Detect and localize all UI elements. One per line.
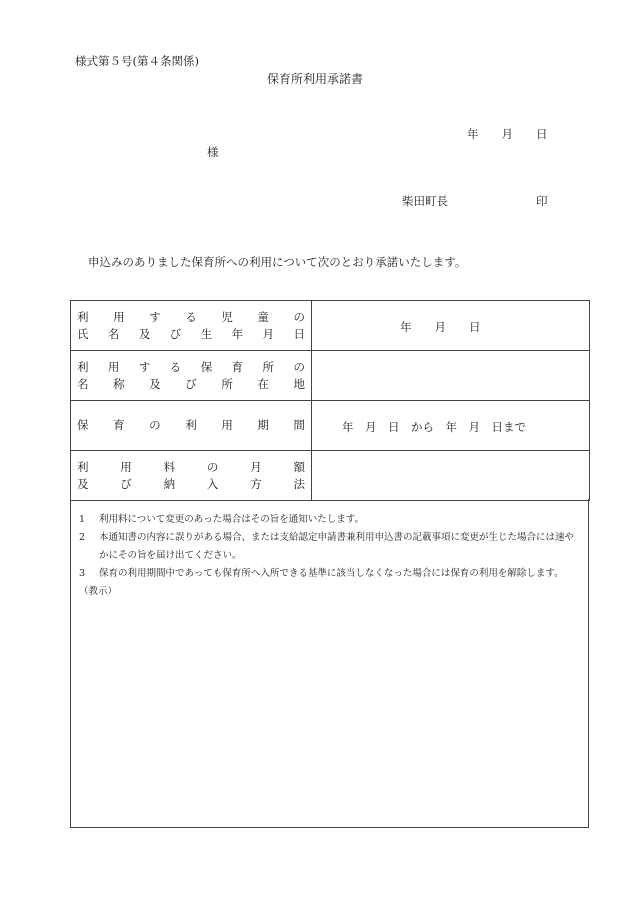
label-char: 及 <box>149 376 161 391</box>
label-line-2 <box>77 326 305 343</box>
label-char: 額 <box>293 459 305 474</box>
label-char: す <box>149 309 161 324</box>
label-char: る <box>169 359 182 374</box>
note-number: 1 <box>79 514 86 525</box>
label-char: 所 <box>262 359 275 374</box>
label-char: 納 <box>163 476 176 491</box>
label-char: 用 <box>221 418 233 432</box>
label-char: 生 <box>200 326 213 341</box>
issuer-name: 柴田町長 <box>402 194 448 208</box>
label-char: 用 <box>113 309 125 324</box>
label-facility-name-address <box>71 351 312 401</box>
label-char: 及 <box>77 476 89 491</box>
value-fee[interactable] <box>312 451 590 501</box>
label-fee-payment <box>71 451 312 501</box>
label-line-2 <box>77 376 305 393</box>
label-char: 利 <box>77 359 89 374</box>
label-char: 地 <box>293 376 305 391</box>
kyouji-label: （教示） <box>79 586 118 597</box>
period-value: 年 月 日 から 年 月 日まで <box>342 420 526 434</box>
label-char: 称 <box>113 376 125 391</box>
label-char: 名 <box>107 326 120 341</box>
value-period[interactable] <box>312 401 590 451</box>
table-row <box>71 401 590 451</box>
note-text: 保育の利用期間中であっても保育所へ入所できる基準に該当しなくなった場合には保育の利用を解除します。 <box>99 568 564 579</box>
label-char: す <box>138 359 151 374</box>
label-char: 所 <box>221 376 233 391</box>
note-item <box>79 511 580 529</box>
label-child-name-birthdate <box>71 301 312 351</box>
table-row <box>71 301 590 351</box>
label-char: の <box>293 359 305 374</box>
note-text: 本通知書の内容に誤りがある場合、または支給認定申請書兼利用申込書の記載事項に変更が生じた場合には速やかにその旨を届け出てください。 <box>99 532 575 561</box>
note-number: 3 <box>79 568 86 579</box>
label-char: び <box>169 326 182 341</box>
note-item <box>79 565 580 583</box>
label-char: 名 <box>77 376 89 391</box>
note-item <box>79 529 580 565</box>
note-number: 2 <box>79 532 86 543</box>
label-char: の <box>149 418 161 432</box>
birthdate-value: 年 月 日 <box>400 320 481 334</box>
approval-table <box>70 300 590 501</box>
label-char: 入 <box>206 476 219 491</box>
label-usage-period <box>71 401 312 451</box>
label-char: 利 <box>77 459 89 474</box>
label-char: 保 <box>77 418 89 432</box>
label-char: 料 <box>163 459 176 474</box>
label-line-2 <box>77 476 305 493</box>
label-char: 育 <box>231 359 244 374</box>
label-char: の <box>206 459 219 474</box>
table-row <box>71 451 590 501</box>
notes-box <box>70 499 589 828</box>
label-char: 期 <box>257 418 269 432</box>
label-char: 育 <box>113 418 125 432</box>
label-char: 及 <box>138 326 151 341</box>
label-char: 月 <box>262 326 275 341</box>
label-char: 用 <box>107 359 120 374</box>
label-char: び <box>120 476 132 491</box>
label-char: 利 <box>185 418 197 432</box>
note-text: 利用料について変更のあった場合はその旨を通知いたします。 <box>99 514 364 525</box>
document-title: 保育所利用承諾書 <box>266 72 363 86</box>
label-char: 日 <box>293 326 305 341</box>
label-char: 方 <box>250 476 262 491</box>
label-char: の <box>293 309 305 324</box>
form-number: 様式第５号(第４条関係) <box>75 54 199 68</box>
label-char: び <box>185 376 197 391</box>
label-char: 保 <box>200 359 213 374</box>
label-line-1 <box>77 359 305 376</box>
label-char: 利 <box>77 309 89 324</box>
label-char: 童 <box>257 309 269 324</box>
label-char: 法 <box>293 476 305 491</box>
seal-mark: 印 <box>536 194 548 208</box>
label-char: 間 <box>293 418 305 432</box>
label-line-1 <box>77 459 305 476</box>
table-row <box>71 351 590 401</box>
label-char: 氏 <box>77 326 89 341</box>
label-char: 年 <box>231 326 244 341</box>
value-birthdate[interactable] <box>312 301 590 351</box>
label-line-1 <box>77 417 305 434</box>
addressee-suffix: 様 <box>207 145 219 159</box>
lead-text: 申込みのありました保育所への利用について次のとおり承諾いたします。 <box>88 255 467 269</box>
label-char: 在 <box>257 376 269 391</box>
value-facility[interactable] <box>312 351 590 401</box>
label-char: 用 <box>120 459 132 474</box>
issue-date: 年 月 日 <box>467 127 548 141</box>
label-char: 児 <box>221 309 233 324</box>
label-line-1 <box>77 309 305 326</box>
label-char: 月 <box>250 459 262 474</box>
label-char: る <box>185 309 197 324</box>
